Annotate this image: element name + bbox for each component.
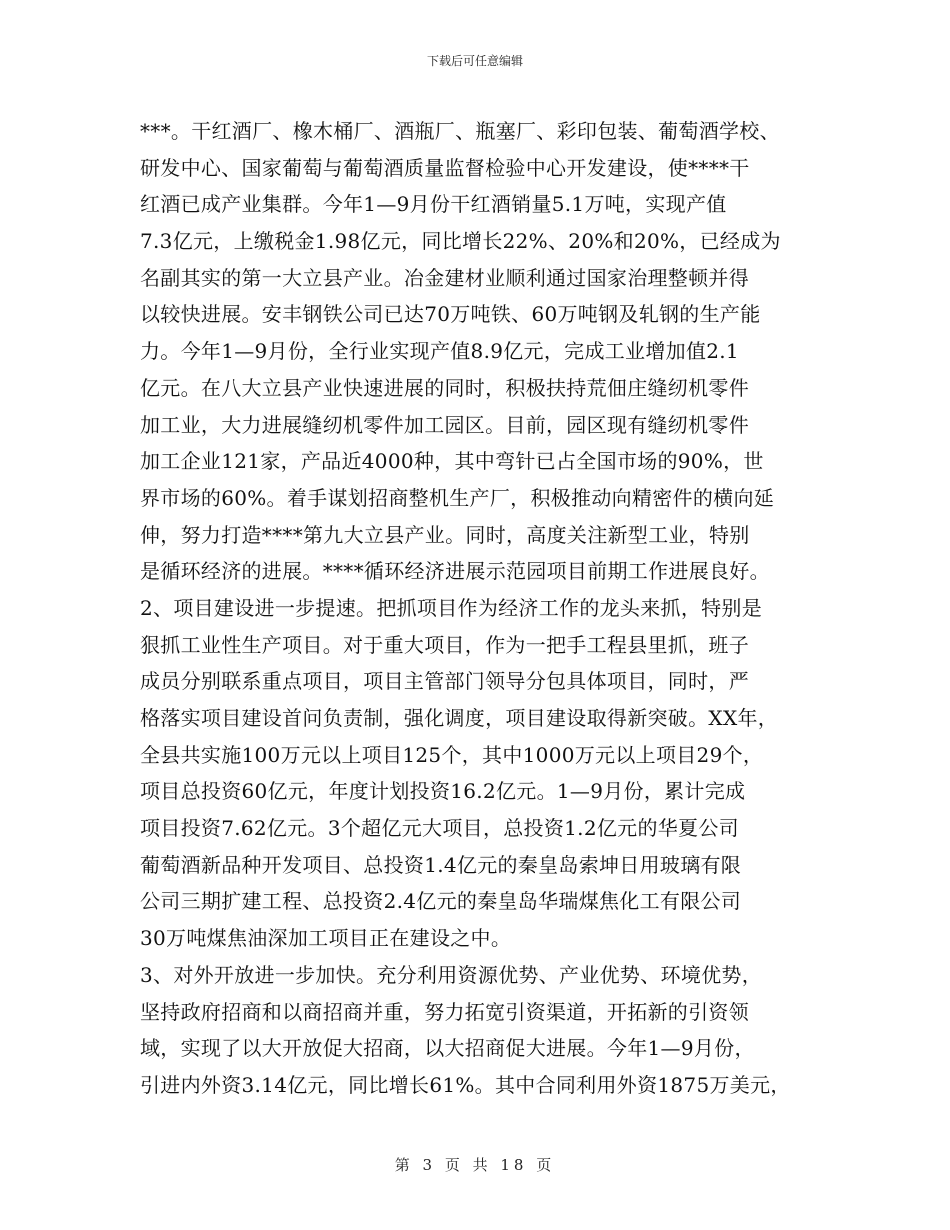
text-line: 坚持政府招商和以商招商并重，努力拓宽引资渠道，开拓新的引资领 (140, 999, 749, 1024)
text-line: 全县共实施100万元以上项目125个，其中1000万元以上项目29个， (140, 742, 764, 767)
text-line: 名副其实的第一大立县产业。冶金建材业顺利通过国家治理整顿并得 (140, 265, 749, 290)
text-line: ***。干红酒厂、橡木桶厂、酒瓶厂、瓶塞厂、彩印包装、葡萄酒学校、 (140, 119, 780, 143)
text-line: 项目投资7.62亿元。3个超亿元大项目，总投资1.2亿元的华夏公司 (140, 816, 739, 841)
text-line: 葡萄酒新品种开发项目、总投资1.4亿元的秦皇岛索坤日用玻璃有限 (140, 852, 742, 877)
document-body (140, 113, 830, 1104)
text-line: 以较快进展。安丰钢铁公司已达70万吨铁、60万吨钢及轧钢的生产能 (140, 302, 761, 327)
text-line: 30万吨煤焦油深加工项目正在建设之中。 (140, 926, 512, 951)
page-header: 下载后可任意编辑 (426, 54, 523, 68)
text-line: 加工业，大力进展缝纫机零件加工园区。目前，园区现有缝纫机零件 (140, 412, 749, 437)
page-number-footer: 第 3 页 共 18 页 (394, 1156, 556, 1174)
text-line: 红酒已成产业集群。今年1—9月份干红酒销量5.1万吨，实现产值 (140, 192, 727, 217)
text-line: 项目总投资60亿元，年度计划投资16.2亿元。1—9月份，累计完成 (140, 779, 746, 804)
text-line: 域，实现了以大开放促大招商，以大招商促大进展。今年1—9月份， (140, 1036, 755, 1061)
text-line: 是循环经济的进展。****循环经济进展示范园项目前期工作进展良好。 (140, 559, 770, 584)
text-line: 研发中心、国家葡萄与葡萄酒质量监督检验中心开发建设，使****干 (140, 155, 750, 180)
text-line: 狠抓工业性生产项目。对于重大项目，作为一把手工程县里抓，班子 (140, 632, 749, 657)
text-line: 界市场的60%。着手谋划招商整机生产厂，积极推动向精密件的横向延 (140, 485, 775, 510)
text-line: 亿元。在八大立县产业快速进展的同时，积极扶持荒佃庄缝纫机零件 (140, 375, 749, 400)
text-line: 引进内外资3.14亿元，同比增长61%。其中合同利用外资1875万美元， (140, 1072, 791, 1097)
text-line: 力。今年1—9月份，全行业实现产值8.9亿元，完成工业增加值2.1 (140, 339, 739, 364)
text-line: 7.3亿元，上缴税金1.98亿元，同比增长22%、20%和20%，已经成为 (140, 229, 781, 254)
text-line: 2、项目建设进一步提速。把抓项目作为经济工作的龙头来抓，特别是 (140, 595, 763, 620)
text-line: 3、对外开放进一步加快。充分利用资源优势、产业优势、环境优势， (140, 962, 763, 987)
text-line: 伸，努力打造****第九大立县产业。同时，高度关注新型工业，特别 (140, 522, 750, 547)
text-line: 公司三期扩建工程、总投资2.4亿元的秦皇岛华瑞煤焦化工有限公司 (140, 889, 742, 914)
text-line: 加工企业121家，产品近4000种，其中弯针已占全国市场的90%，世 (140, 449, 764, 474)
text-line: 成员分别联系重点项目，项目主管部门领导分包具体项目，同时，严 (140, 669, 749, 694)
text-line: 格落实项目建设首问负责制，强化调度，项目建设取得新突破。XX年， (140, 706, 779, 730)
